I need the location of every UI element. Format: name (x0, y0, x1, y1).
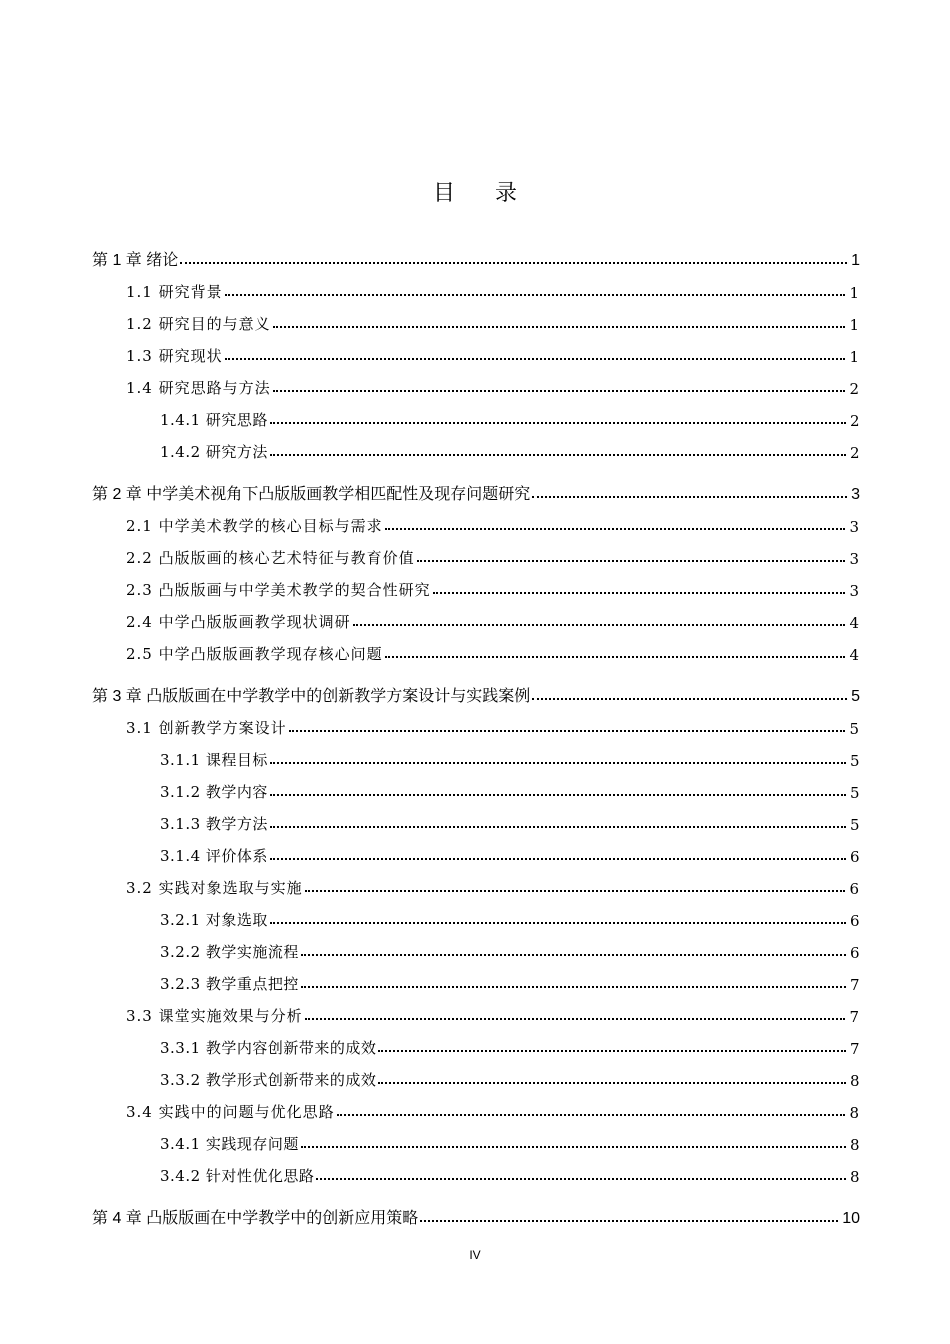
toc-entry-page: 2 (849, 380, 860, 398)
toc-entry-label: 1.4 研究思路与方法 (126, 379, 271, 397)
dot-leader (270, 453, 846, 456)
toc-entry[interactable] (126, 640, 860, 664)
dot-leader (420, 1219, 838, 1222)
toc-entry-label: 2.5 中学凸版版画教学现存核心问题 (126, 645, 383, 663)
toc-entry-label: 3.3.2 教学形式创新带来的成效 (160, 1071, 377, 1089)
dot-leader (270, 793, 846, 796)
toc-entry-label: 第 1 章 绪论 (92, 252, 179, 269)
toc-entry[interactable] (160, 938, 860, 962)
toc-entry-label: 3.4.2 针对性优化思路 (160, 1167, 315, 1185)
toc-entry-label: 1.4.2 研究方法 (160, 443, 268, 461)
toc-entry-label: 2.2 凸版版画的核心艺术特征与教育价值 (126, 549, 415, 567)
toc-entry[interactable] (126, 544, 860, 568)
dot-leader (273, 325, 846, 328)
toc-entry[interactable] (160, 970, 860, 994)
toc-entry-page: 5 (849, 752, 860, 770)
page-number: IV (469, 1248, 481, 1262)
dot-leader (301, 985, 846, 988)
dot-leader (532, 697, 847, 700)
toc-entry-page: 7 (849, 1008, 860, 1026)
dot-leader (270, 761, 846, 764)
toc-entry-label: 3.3 课堂实施效果与分析 (126, 1007, 303, 1025)
toc-entry-page: 1 (849, 348, 860, 366)
toc-chapter-entry[interactable] (92, 480, 860, 504)
toc-entry[interactable] (160, 1066, 860, 1090)
toc-entry-page: 5 (849, 784, 860, 802)
toc-entry-page: 1 (849, 316, 860, 334)
toc-entry-label: 第 3 章 凸版版画在中学教学中的创新教学方案设计与实践案例 (92, 688, 531, 705)
dot-leader (225, 293, 846, 296)
toc-entry-page: 4 (849, 646, 860, 664)
toc-entry-label: 3.4 实践中的问题与优化思路 (126, 1103, 335, 1121)
dot-leader (289, 729, 846, 732)
toc-entry-page: 8 (849, 1072, 860, 1090)
toc-chapter-entry[interactable] (92, 246, 860, 270)
dot-leader (316, 1177, 846, 1180)
dot-leader (378, 1081, 846, 1084)
toc-entry-label: 3.2.3 教学重点把控 (160, 975, 299, 993)
toc-entry-page: 10 (842, 1210, 860, 1227)
dot-leader (433, 591, 846, 594)
toc-entry[interactable] (160, 1130, 860, 1154)
toc-entry-label: 3.1.4 评价体系 (160, 847, 268, 865)
toc-entry-page: 5 (849, 720, 860, 738)
toc-entry-page: 4 (849, 614, 860, 632)
dot-leader (532, 495, 847, 498)
toc-entry[interactable] (126, 714, 860, 738)
toc-entry-page: 6 (849, 944, 860, 962)
toc-entry-page: 3 (849, 582, 860, 600)
toc-entry-page: 8 (849, 1104, 860, 1122)
toc-entry-label: 3.2.1 对象选取 (160, 911, 268, 929)
toc-entry-label: 2.3 凸版版画与中学美术教学的契合性研究 (126, 581, 431, 599)
toc-entry-label: 3.3.1 教学内容创新带来的成效 (160, 1039, 377, 1057)
toc-entry-page: 6 (849, 848, 860, 866)
toc-entry-label: 1.1 研究背景 (126, 283, 223, 301)
dot-leader (270, 921, 846, 924)
toc-entry[interactable] (160, 1162, 860, 1186)
toc-entry-label: 3.1 创新教学方案设计 (126, 719, 287, 737)
toc-entry[interactable] (160, 842, 860, 866)
dot-leader (417, 559, 846, 562)
toc-entry[interactable] (126, 1002, 860, 1026)
toc-entry-label: 第 4 章 凸版版画在中学教学中的创新应用策略 (92, 1210, 419, 1227)
toc-entry-label: 3.2.2 教学实施流程 (160, 943, 299, 961)
toc-entry[interactable] (160, 438, 860, 462)
dot-leader (301, 953, 846, 956)
page-title: 目录 (432, 181, 557, 206)
toc-entry-label: 第 2 章 中学美术视角下凸版版画教学相匹配性及现存问题研究 (92, 486, 531, 503)
toc-entry-page: 3 (851, 486, 860, 503)
toc-entry-page: 7 (849, 976, 860, 994)
toc-entry[interactable] (160, 1034, 860, 1058)
toc-entry[interactable] (160, 906, 860, 930)
dot-leader (353, 623, 846, 626)
toc-entry[interactable] (160, 406, 860, 430)
toc-entry[interactable] (126, 310, 860, 334)
toc-entry-page: 5 (849, 816, 860, 834)
toc-entry-label: 2.4 中学凸版版画教学现状调研 (126, 613, 351, 631)
dot-leader (385, 655, 846, 658)
toc-entry[interactable] (126, 342, 860, 366)
dot-leader (378, 1049, 846, 1052)
toc-entry-label: 3.2 实践对象选取与实施 (126, 879, 303, 897)
toc-entry-page: 3 (849, 518, 860, 536)
dot-leader (270, 857, 846, 860)
toc-entry-page: 1 (851, 252, 860, 269)
dot-leader (180, 261, 847, 264)
toc-entry[interactable] (126, 278, 860, 302)
toc-entry-label: 1.4.1 研究思路 (160, 411, 268, 429)
toc-entry-page: 6 (849, 880, 860, 898)
toc-entry-label: 2.1 中学美术教学的核心目标与需求 (126, 517, 383, 535)
toc-entry-page: 8 (849, 1136, 860, 1154)
dot-leader (225, 357, 846, 360)
dot-leader (305, 1017, 846, 1020)
dot-leader (337, 1113, 846, 1116)
toc-entry-label: 1.2 研究目的与意义 (126, 315, 271, 333)
toc-entry-label: 3.4.1 实践现存问题 (160, 1135, 299, 1153)
toc-entry-label: 3.1.1 课程目标 (160, 751, 268, 769)
dot-leader (305, 889, 846, 892)
toc-entry-page: 8 (849, 1168, 860, 1186)
toc-chapter-entry[interactable] (92, 682, 860, 706)
toc-entry[interactable] (160, 778, 860, 802)
toc-entry[interactable] (126, 608, 860, 632)
toc-entry-label: 3.1.3 教学方法 (160, 815, 268, 833)
toc-entry-page: 7 (849, 1040, 860, 1058)
dot-leader (270, 421, 846, 424)
toc-entry-page: 1 (849, 284, 860, 302)
dot-leader (270, 825, 846, 828)
toc-chapter-entry[interactable] (92, 1204, 860, 1228)
toc-entry[interactable] (126, 1098, 860, 1122)
toc-entry[interactable] (160, 810, 860, 834)
toc-entry-page: 5 (851, 688, 860, 705)
toc-entry[interactable] (126, 874, 860, 898)
toc-entry[interactable] (126, 512, 860, 536)
toc-entry-page: 3 (849, 550, 860, 568)
toc-entry[interactable] (126, 374, 860, 398)
dot-leader (273, 389, 846, 392)
toc-entry[interactable] (126, 576, 860, 600)
toc-entry-page: 2 (849, 444, 860, 462)
toc-entry-label: 1.3 研究现状 (126, 347, 223, 365)
toc-entry-label: 3.1.2 教学内容 (160, 783, 268, 801)
dot-leader (301, 1145, 846, 1148)
toc-entry-page: 6 (849, 912, 860, 930)
toc-entry[interactable] (160, 746, 860, 770)
toc-entry-page: 2 (849, 412, 860, 430)
dot-leader (385, 527, 846, 530)
